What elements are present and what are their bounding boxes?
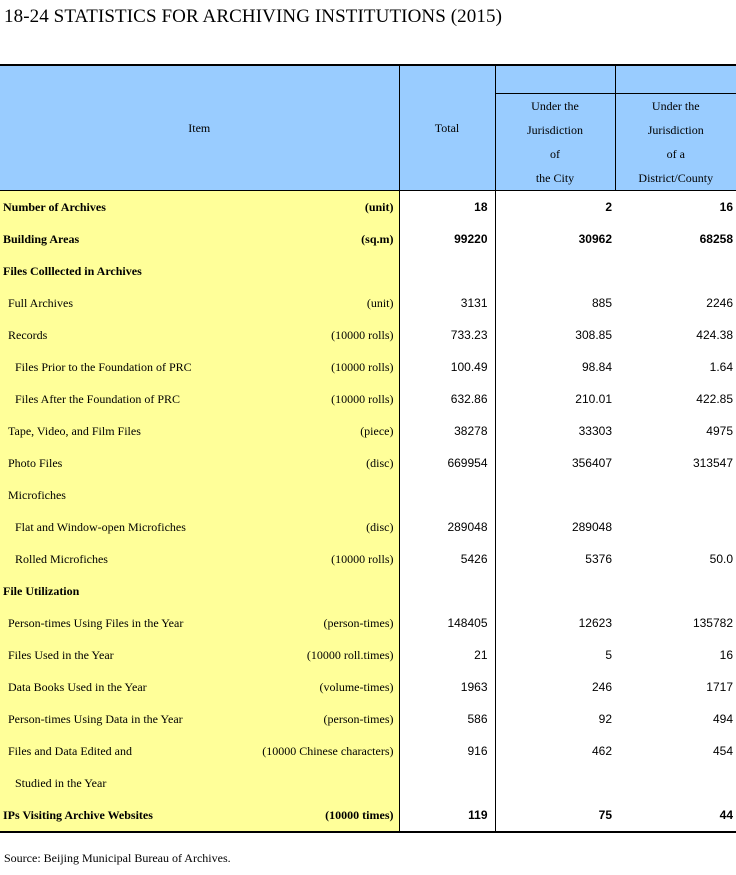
row-item xyxy=(0,264,399,279)
row-unit: (10000 rolls) xyxy=(331,359,394,374)
row-unit: (sq.m) xyxy=(361,231,394,246)
statistics-table xyxy=(0,64,736,833)
table-row xyxy=(0,447,736,479)
header-city-line: the City xyxy=(535,171,575,185)
district-value: 1.64 xyxy=(709,360,733,374)
header-district-line: Jurisdiction xyxy=(647,123,704,137)
row-item-cell xyxy=(0,255,399,287)
total-value: 586 xyxy=(399,703,495,735)
district-value: 16 xyxy=(719,648,733,662)
header-city-line: Jurisdiction xyxy=(527,123,583,137)
city-value xyxy=(495,767,615,799)
header-city xyxy=(495,94,615,191)
district-value xyxy=(615,575,736,607)
row-label: Files Used in the Year xyxy=(8,647,114,662)
row-label: Building Areas xyxy=(3,231,80,246)
row-item-cell xyxy=(0,767,399,799)
total-value: 669954 xyxy=(399,447,495,479)
row-unit: (person-times) xyxy=(323,615,394,630)
row-item-cell xyxy=(0,799,399,832)
row-label: Data Books Used in the Year xyxy=(8,679,147,694)
header-total: Total xyxy=(399,65,495,191)
table-row xyxy=(0,639,736,671)
total-value: 21 xyxy=(399,639,495,671)
total-value xyxy=(399,767,495,799)
row-label: Person-times Using Files in the Year xyxy=(8,615,184,630)
district-value xyxy=(615,767,736,799)
row-label: Files Prior to the Foundation of PRC xyxy=(15,359,192,374)
row-label: IPs Visiting Archive Websites xyxy=(3,807,153,822)
total-value: 119 xyxy=(399,799,495,832)
district-value: 68258 xyxy=(699,232,733,246)
row-unit: (10000 roll.times) xyxy=(306,647,394,662)
row-item xyxy=(0,584,399,599)
row-unit: (disc) xyxy=(366,455,394,470)
table-row xyxy=(0,703,736,735)
header-city-line: of xyxy=(550,147,560,161)
table-row xyxy=(0,575,736,607)
row-item xyxy=(0,520,399,535)
row-item-cell xyxy=(0,639,399,671)
city-value: 12623 xyxy=(578,616,612,630)
row-unit: (person-times) xyxy=(323,711,394,726)
row-unit: (10000 times) xyxy=(325,807,394,822)
table-row xyxy=(0,671,736,703)
row-label: Files and Data Edited and xyxy=(8,743,132,758)
row-label: Photo Files xyxy=(8,455,63,470)
table-row xyxy=(0,351,736,383)
row-item xyxy=(0,712,399,727)
source-note: Source: Beijing Municipal Bureau of Archives. xyxy=(4,851,231,865)
city-value: 98.84 xyxy=(581,360,612,374)
row-item xyxy=(0,552,399,567)
row-unit: (unit) xyxy=(366,295,394,310)
row-item xyxy=(0,296,399,311)
city-value: 356407 xyxy=(571,456,612,470)
table-row xyxy=(0,543,736,575)
row-item-cell xyxy=(0,191,399,224)
district-value: 50.0 xyxy=(709,552,733,566)
row-item-cell xyxy=(0,415,399,447)
row-item xyxy=(0,232,399,247)
district-value: 454 xyxy=(712,744,733,758)
total-value: 733.23 xyxy=(399,319,495,351)
row-item-cell xyxy=(0,319,399,351)
row-item-cell xyxy=(0,607,399,639)
page-title: 18-24 STATISTICS FOR ARCHIVING INSTITUTIONS (2015) xyxy=(4,6,503,27)
row-label: Files Colllected in Archives xyxy=(3,263,142,278)
total-value xyxy=(399,255,495,287)
row-unit: (10000 rolls) xyxy=(331,391,394,406)
district-value: 44 xyxy=(719,808,733,822)
row-item-cell xyxy=(0,671,399,703)
district-value: 494 xyxy=(712,712,733,726)
row-label: Microfiches xyxy=(8,487,66,502)
header-spacer xyxy=(615,65,736,94)
table-row xyxy=(0,415,736,447)
district-value: 1717 xyxy=(706,680,733,694)
table-row xyxy=(0,479,736,511)
row-unit: (piece) xyxy=(360,423,394,438)
row-unit: (10000 rolls) xyxy=(331,327,394,342)
city-value xyxy=(495,479,615,511)
district-value xyxy=(615,479,736,511)
city-value: 92 xyxy=(598,712,612,726)
header-district-line: Under the xyxy=(651,99,700,113)
city-value: 75 xyxy=(598,808,612,822)
row-unit: (disc) xyxy=(366,519,394,534)
row-label: Files After the Foundation of PRC xyxy=(15,391,180,406)
row-unit: (10000 rolls) xyxy=(331,551,394,566)
row-item xyxy=(0,392,399,407)
header-item: Item xyxy=(0,65,399,191)
row-item xyxy=(0,456,399,471)
total-value xyxy=(399,575,495,607)
total-value: 18 xyxy=(399,191,495,224)
row-label: Full Archives xyxy=(8,295,73,310)
table-row xyxy=(0,511,736,543)
total-value: 148405 xyxy=(399,607,495,639)
row-item xyxy=(0,360,399,375)
row-label: File Utilization xyxy=(3,583,80,598)
row-unit: (10000 Chinese characters) xyxy=(262,743,394,758)
table-row xyxy=(0,223,736,255)
total-value: 916 xyxy=(399,735,495,767)
row-item-cell xyxy=(0,703,399,735)
total-value: 289048 xyxy=(399,511,495,543)
row-item xyxy=(0,680,399,695)
city-value: 30962 xyxy=(578,232,612,246)
city-value: 462 xyxy=(591,744,612,758)
row-unit: (unit) xyxy=(364,199,394,214)
total-value: 38278 xyxy=(399,415,495,447)
district-value: 2246 xyxy=(706,296,733,310)
district-value xyxy=(615,255,736,287)
table-row xyxy=(0,191,736,224)
header-row xyxy=(0,65,736,94)
city-value: 210.01 xyxy=(575,392,612,406)
city-value: 246 xyxy=(591,680,612,694)
district-value: 313547 xyxy=(692,456,733,470)
city-value: 2 xyxy=(605,200,612,214)
row-item xyxy=(0,648,399,663)
table-row xyxy=(0,767,736,799)
city-value xyxy=(495,255,615,287)
city-value xyxy=(495,575,615,607)
row-item-cell xyxy=(0,383,399,415)
table-row xyxy=(0,607,736,639)
row-item xyxy=(0,488,399,503)
header-district-line: District/County xyxy=(638,171,714,185)
row-item-cell xyxy=(0,575,399,607)
district-value: 422.85 xyxy=(696,392,733,406)
total-value: 632.86 xyxy=(399,383,495,415)
table-row xyxy=(0,383,736,415)
header-district-line: of a xyxy=(666,147,685,161)
district-value: 135782 xyxy=(692,616,733,630)
row-item xyxy=(0,424,399,439)
row-item-cell xyxy=(0,351,399,383)
row-item xyxy=(0,616,399,631)
row-item-cell xyxy=(0,479,399,511)
header-spacer xyxy=(495,65,615,94)
city-value: 5376 xyxy=(585,552,612,566)
row-item-cell xyxy=(0,287,399,319)
table-row xyxy=(0,319,736,351)
row-item-cell xyxy=(0,447,399,479)
city-value: 289048 xyxy=(571,520,612,534)
total-value: 99220 xyxy=(399,223,495,255)
total-value: 1963 xyxy=(399,671,495,703)
row-label: Number of Archives xyxy=(3,199,106,214)
row-item-cell xyxy=(0,543,399,575)
row-item xyxy=(0,776,399,791)
row-item xyxy=(0,328,399,343)
row-label: Rolled Microfiches xyxy=(15,551,108,566)
table-row xyxy=(0,735,736,767)
row-label: Tape, Video, and Film Files xyxy=(8,423,141,438)
row-label: Flat and Window-open Microfiches xyxy=(15,519,186,534)
row-item-cell xyxy=(0,735,399,767)
header-city-line: Under the xyxy=(531,99,579,113)
table-row xyxy=(0,799,736,832)
table-row xyxy=(0,255,736,287)
total-value: 100.49 xyxy=(399,351,495,383)
row-unit: (volume-times) xyxy=(319,679,394,694)
district-value: 424.38 xyxy=(696,328,733,342)
table-row xyxy=(0,287,736,319)
total-value: 3131 xyxy=(399,287,495,319)
total-value: 5426 xyxy=(399,543,495,575)
city-value: 308.85 xyxy=(575,328,612,342)
row-item xyxy=(0,744,399,759)
row-item xyxy=(0,200,399,215)
city-value: 33303 xyxy=(578,424,612,438)
total-value xyxy=(399,479,495,511)
district-value xyxy=(615,511,736,543)
district-value: 4975 xyxy=(706,424,733,438)
row-label: Person-times Using Data in the Year xyxy=(8,711,183,726)
row-item-cell xyxy=(0,511,399,543)
row-item xyxy=(0,808,399,823)
row-item-cell xyxy=(0,223,399,255)
header-district xyxy=(615,94,736,191)
row-label: Records xyxy=(8,327,48,342)
district-value: 16 xyxy=(719,200,733,214)
row-label: Studied in the Year xyxy=(15,775,107,790)
city-value: 5 xyxy=(605,648,612,662)
city-value: 885 xyxy=(591,296,612,310)
